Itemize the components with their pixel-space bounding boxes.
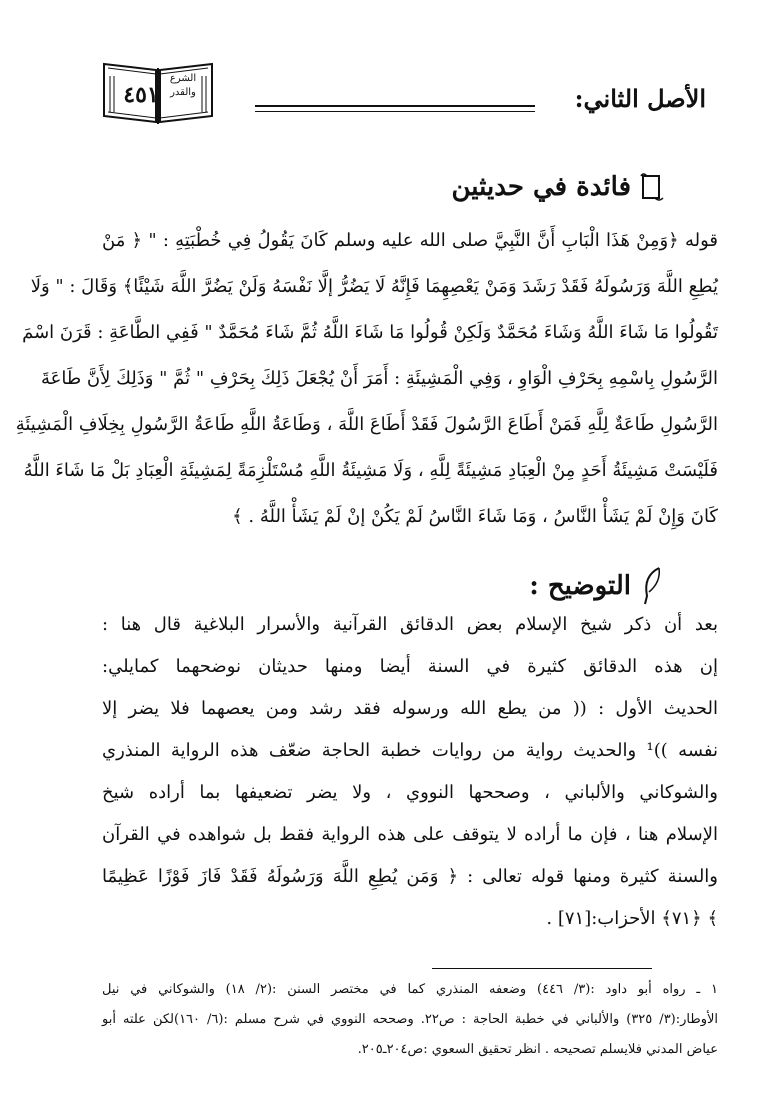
text-line: الرَّسُولِ طَاعَةٌ لِلَّهِ فَمَنْ أَطَاعَ الرَّسُولَ فَقَدْ أَطَاعَ اللَّهَ ، وَطَاعَةُ اللَّهِ طَاعَةُ الرَّسُولِ بِخِلَافِ الْمَشِيئَةِ xyxy=(15,414,718,435)
book-title xyxy=(164,72,202,100)
book-title-line1: الشرع xyxy=(169,73,197,84)
section-heading-benefit xyxy=(452,172,666,202)
text-line: ﴾ ﴿٧١﴾ الأحزاب:[٧١] . xyxy=(546,908,718,929)
text-line: الحديث الأول : (( من يطع الله ورسوله فقد رشد ومن يعصهما فلا يضر إلا xyxy=(102,698,718,719)
text-line: والسنة كثيرة ومنها قوله تعالى : ﴿ وَمَن يُطِعِ اللَّهَ وَرَسُولَهُ فَقَدْ فَازَ فَوْزًا عَظِيمًا xyxy=(102,866,718,887)
header-rule xyxy=(255,105,535,107)
open-book-icon xyxy=(100,56,216,126)
scroll-icon xyxy=(639,172,665,202)
text-line: يُطِعِ اللَّهَ وَرَسُولَهُ فَقَدْ رَشَدَ وَمَنْ يَعْصِهِمَا فَإِنَّهُ لَا يَضُرُّ إلَّا نَفْسَهُ وَلَنْ يَضُرَّ اللَّهَ شَيْئًا﴾ وَقَالَ : " وَلَا xyxy=(30,276,718,297)
quill-icon xyxy=(639,566,665,606)
book-title-line2: والقدر xyxy=(170,87,196,98)
footnote-line: ١ ـ رواه أبو داود :(٣/ ٤٤٦) وضعفه المنذري كما في مختصر السنن :(٢/ ١٨) والشوكاني في نيل xyxy=(102,982,719,997)
section1-body xyxy=(15,218,718,540)
text-line: تَقُولُوا مَا شَاءَ اللَّهُ وَشَاءَ مُحَمَّدٌ وَلَكِنْ قُولُوا مَا شَاءَ اللَّهُ ثُمَّ شَاءَ مُحَمَّدٌ " فَفِي الطَّاعَةِ : قَرَنَ اسْمَ xyxy=(22,322,718,343)
text-line: قوله ﴿وَمِنْ هَذَا الْبَابِ أَنَّ النَّبِيَّ صلى الله عليه وسلم كَانَ يَقُولُ فِي خُطْبَتِهِ : " ﴿ مَنْ xyxy=(102,230,718,251)
header-rule-thin xyxy=(255,111,535,112)
page-number: ٤٥١ xyxy=(123,82,159,108)
text-line: الإسلام هنا ، فإن ما أراده لا يتوقف على هذه الرواية فقط بل شواهده في القرآن xyxy=(102,824,718,845)
text-line: كَانَ وَإِنْ لَمْ يَشَأْ النَّاسُ ، وَمَا شَاءَ النَّاسُ لَمْ يَكُنْ إنْ لَمْ يَشَأْ اللَّهُ . ﴾ xyxy=(232,506,718,527)
footnote-line: عياض المدني فلايسلم تصحيحه . انظر تحقيق السعوي :ص٢٠٤ـ٢٠٥. xyxy=(357,1042,718,1057)
footnote-line: الأوطار:(٣/ ٣٢٥) والألباني في خطبة الحاجة : ص٢٢. وصححه النووي في شرح مسلم :(٦/ ١٦٠)لكن علته أبو xyxy=(102,1012,719,1027)
section-heading-text: فائدة في حديثين xyxy=(451,172,631,202)
text-line: إن هذه الدقائق كثيرة في السنة أيضا ومنها حديثان نوضحهما كمايلي: xyxy=(102,656,718,677)
footnote-rule xyxy=(432,968,652,969)
section-heading-explanation xyxy=(529,566,665,606)
footnotes xyxy=(102,975,718,1065)
section2-body xyxy=(102,604,718,940)
section-title: الأصل الثاني: xyxy=(574,84,706,113)
text-line: نفسه ))¹ والحديث رواية من روايات خطبة الحاجة ضعّف هذه الرواية المنذري xyxy=(102,740,718,761)
text-line: بعد أن ذكر شيخ الإسلام بعض الدقائق القرآنية والأسرار البلاغية قال هنا : xyxy=(102,614,718,635)
text-line: والشوكاني والألباني ، وصححها النووي ، ولا يضر تضعيفها بما أراده شيخ xyxy=(102,782,718,803)
section-heading-text: التوضيح : xyxy=(529,571,631,601)
page-header xyxy=(100,56,706,126)
text-line: فَلَيْسَتْ مَشِيئَةُ أَحَدٍ مِنْ الْعِبَادِ مَشِيئَةً لِلَّهِ ، وَلَا مَشِيئَةُ اللَّهِ مُسْتَلْزِمَةً لِمَشِيئَةِ الْعِبَادِ بَلْ مَا شَاءَ اللَّهُ xyxy=(23,460,718,481)
text-line: الرَّسُولِ بِاسْمِهِ بِحَرْفِ الْوَاوِ ، وَفِي الْمَشِيئَةِ : أَمَرَ أَنْ يُجْعَلَ ذَلِكَ بِحَرْفِ " ثُمَّ " وَذَلِكَ لِأَنَّ طَاعَةَ xyxy=(40,368,718,389)
